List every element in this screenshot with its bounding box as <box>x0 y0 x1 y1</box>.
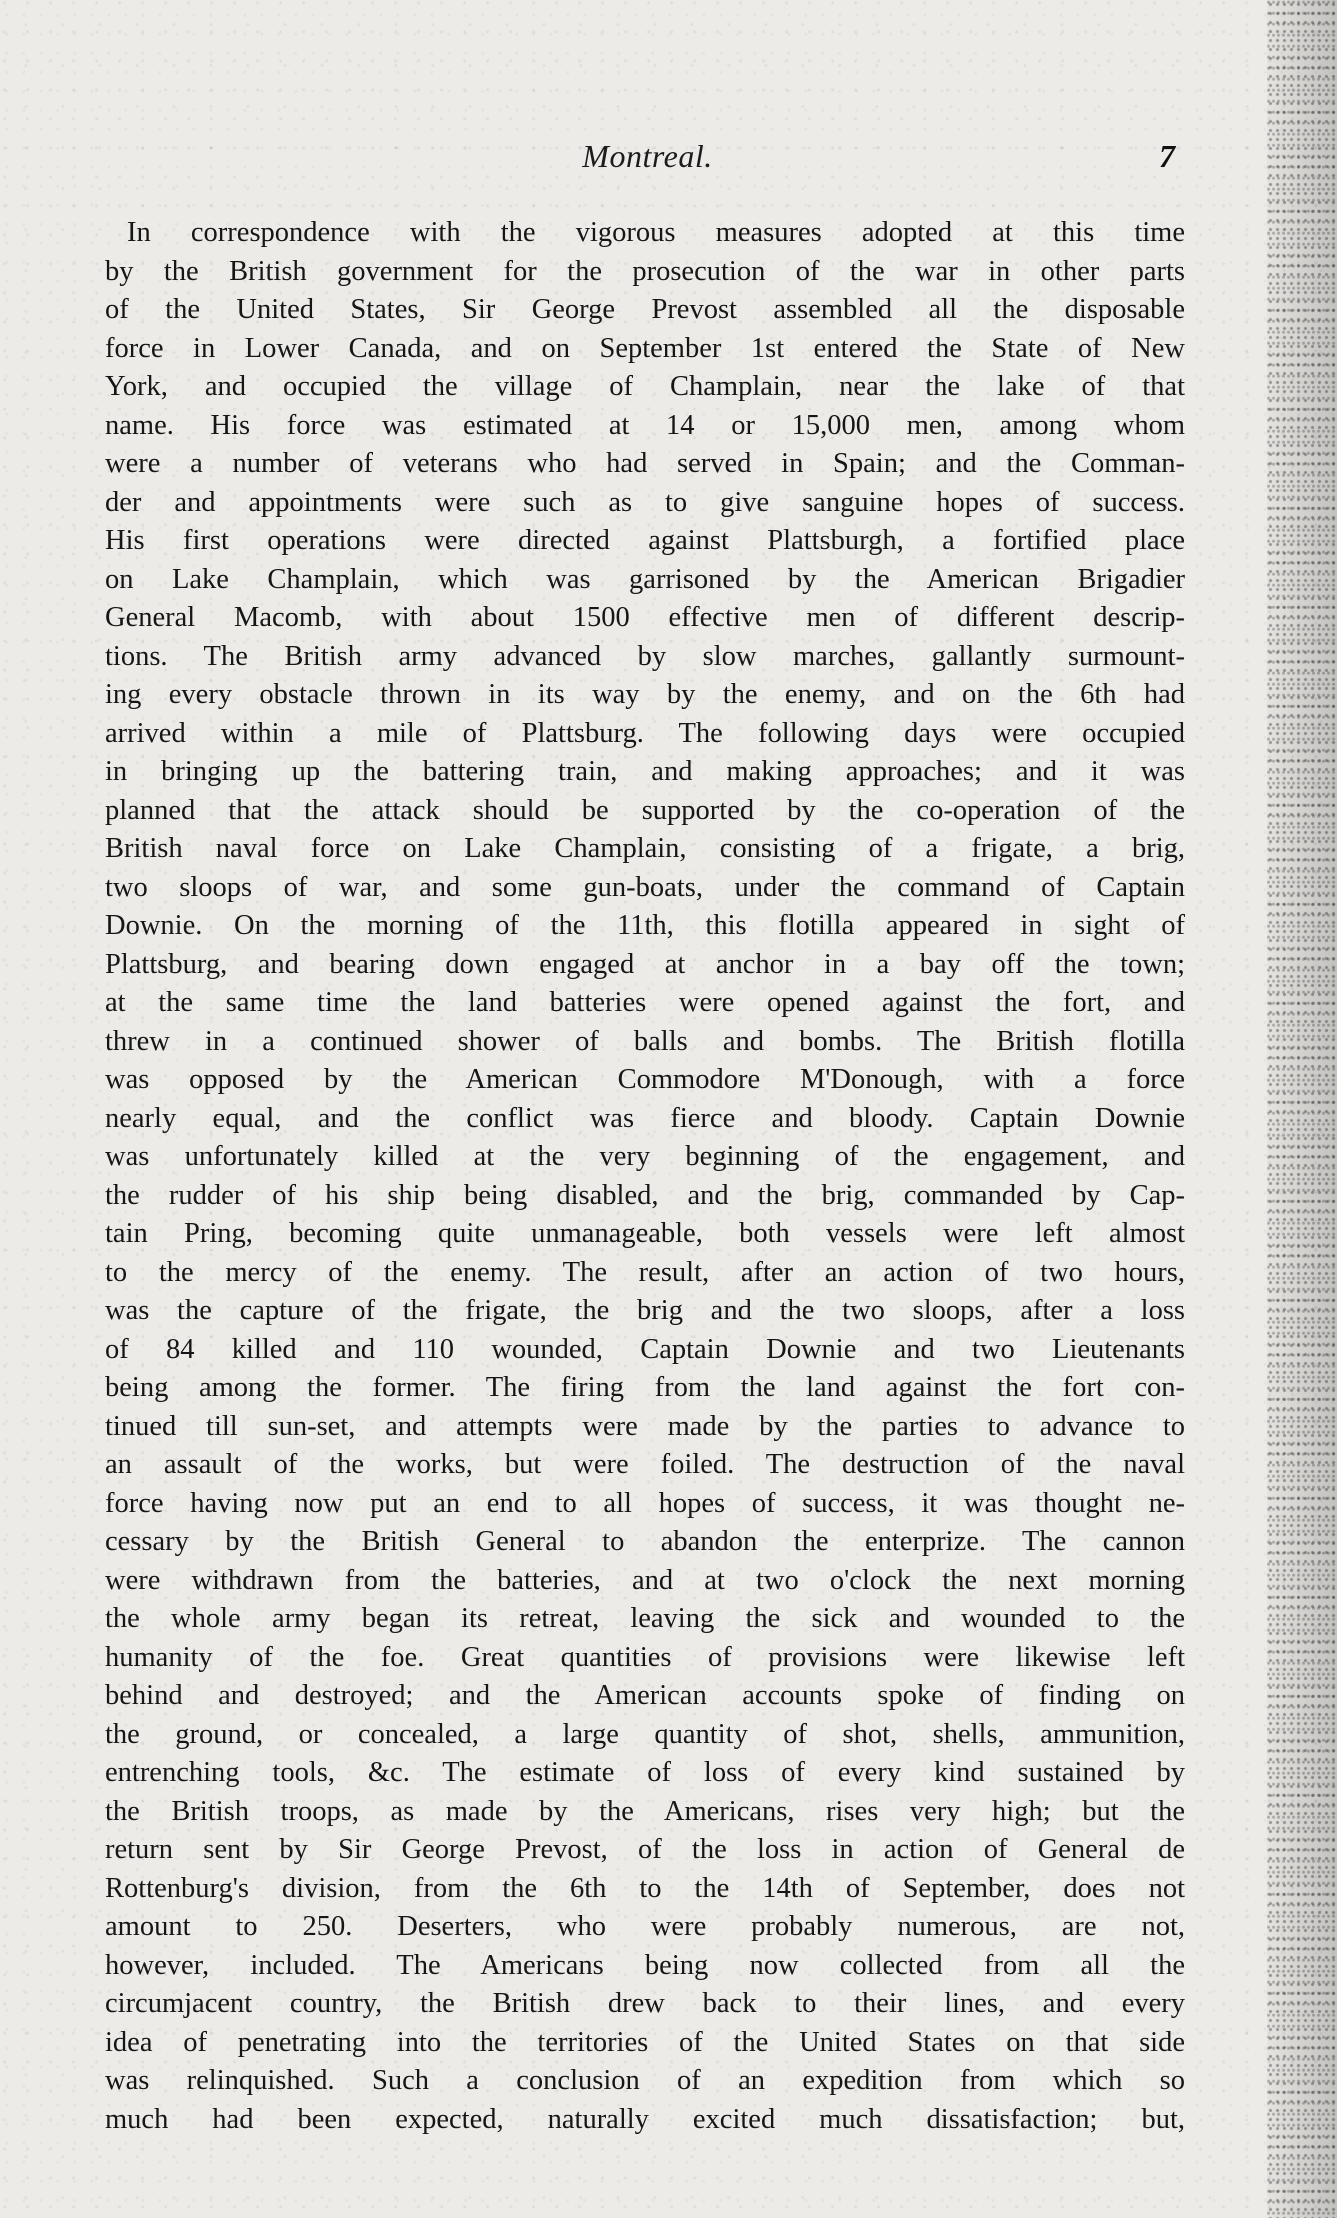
text-line: cessary by the British General to abandon the enterprize. The cannon <box>105 1526 1185 1557</box>
text-line: Plattsburg, and bearing down engaged at anchor in a bay off the town; <box>105 948 1185 980</box>
text-line: the ground, or concealed, a large quantity of shot, shells, ammunition, <box>105 1718 1185 1750</box>
text-line: on Lake Champlain, which was garrisoned by the American Brigadier <box>105 563 1185 595</box>
text-line: amount to 250. Deserters, who were probably numerous, are not, <box>105 1911 1185 1942</box>
text-line: In correspondence with the vigorous measures adopted at this time <box>127 217 1185 248</box>
text-line: tinued till sun-set, and attempts were made by the parties to advance to <box>105 1410 1185 1442</box>
text-line: Rottenburg's division, from the 6th to the 14th of September, does not <box>105 1872 1185 1904</box>
text-line: name. His force was estimated at 14 or 15,000 men, among whom <box>105 409 1185 441</box>
text-line: the British troops, as made by the Americans, rises very high; but the <box>105 1795 1185 1827</box>
text-line: the whole army began its retreat, leaving the sick and wounded to the <box>105 1603 1185 1634</box>
text-line: British naval force on Lake Champlain, consisting of a frigate, a brig, <box>105 833 1185 864</box>
text-line: arrived within a mile of Plattsburg. The following days were occupied <box>105 717 1185 749</box>
text-line: were withdrawn from the batteries, and at two o'clock the next morning <box>105 1564 1185 1596</box>
text-line: being among the former. The firing from the land against the fort con- <box>105 1372 1185 1403</box>
text-line: was relinquished. Such a conclusion of an expedition from which so <box>105 2065 1185 2096</box>
body-paragraph <box>105 214 1185 2139</box>
text-line: to the mercy of the enemy. The result, after an action of two hours, <box>105 1256 1185 1288</box>
text-line: Downie. On the morning of the 11th, this flotilla appeared in sight of <box>105 910 1185 941</box>
page-number: 7 <box>1159 138 1175 174</box>
text-line: York, and occupied the village of Champlain, near the lake of that <box>105 371 1185 402</box>
text-line: by the British government for the prosecution of the war in other parts <box>105 255 1185 287</box>
text-line: tions. The British army advanced by slow marches, gallantly surmount- <box>105 640 1185 672</box>
text-line: however, included. The Americans being now collected from all the <box>105 1949 1185 1981</box>
text-line: entrenching tools, &c. The estimate of loss of every kind sustained by <box>105 1757 1185 1788</box>
text-line: der and appointments were such as to give sanguine hopes of success. <box>105 486 1185 518</box>
text-line: idea of penetrating into the territories of the United States on that side <box>105 2026 1185 2058</box>
text-line: two sloops of war, and some gun-boats, under the command of Captain <box>105 871 1185 903</box>
page-header <box>110 138 1185 178</box>
text-line: was opposed by the American Commodore M'Donough, with a force <box>105 1064 1185 1095</box>
binding-gutter-shadow <box>1267 0 1337 2218</box>
running-title: Montreal. <box>582 138 713 174</box>
text-line: were a number of veterans who had served in Spain; and the Comman- <box>105 448 1185 479</box>
text-line: was the capture of the frigate, the brig and the two sloops, after a loss <box>105 1295 1185 1326</box>
text-line: threw in a continued shower of balls and bombs. The British flotilla <box>105 1025 1185 1057</box>
text-line: force having now put an end to all hopes of success, it was thought ne- <box>105 1487 1185 1519</box>
text-line: of the United States, Sir George Prevost assembled all the disposable <box>105 294 1185 325</box>
text-line: in bringing up the battering train, and making approaches; and it was <box>105 756 1185 787</box>
text-line: His first operations were directed against Plattsburgh, a fortified place <box>105 525 1185 556</box>
text-line: ing every obstacle thrown in its way by the enemy, and on the 6th had <box>105 679 1185 710</box>
text-line: much had been expected, naturally excited much dissatisfaction; but, <box>105 2103 1185 2135</box>
text-line: of 84 killed and 110 wounded, Captain Downie and two Lieutenants <box>105 1333 1185 1365</box>
text-line: was unfortunately killed at the very beginning of the engagement, and <box>105 1141 1185 1172</box>
text-line: circumjacent country, the British drew back to their lines, and every <box>105 1988 1185 2019</box>
text-line: General Macomb, with about 1500 effective men of different descrip- <box>105 602 1185 633</box>
text-line: return sent by Sir George Prevost, of the loss in action of General de <box>105 1834 1185 1865</box>
text-line: nearly equal, and the conflict was fierce and bloody. Captain Downie <box>105 1102 1185 1134</box>
text-line: behind and destroyed; and the American accounts spoke of finding on <box>105 1680 1185 1711</box>
text-line: an assault of the works, but were foiled. The destruction of the naval <box>105 1449 1185 1480</box>
text-line: at the same time the land batteries were opened against the fort, and <box>105 987 1185 1018</box>
text-line: the rudder of his ship being disabled, and the brig, commanded by Cap- <box>105 1179 1185 1211</box>
text-line: humanity of the foe. Great quantities of provisions were likewise left <box>105 1641 1185 1673</box>
text-line: tain Pring, becoming quite unmanageable, both vessels were left almost <box>105 1218 1185 1249</box>
text-line: planned that the attack should be supported by the co-operation of the <box>105 794 1185 826</box>
text-line: force in Lower Canada, and on September 1st entered the State of New <box>105 332 1185 364</box>
